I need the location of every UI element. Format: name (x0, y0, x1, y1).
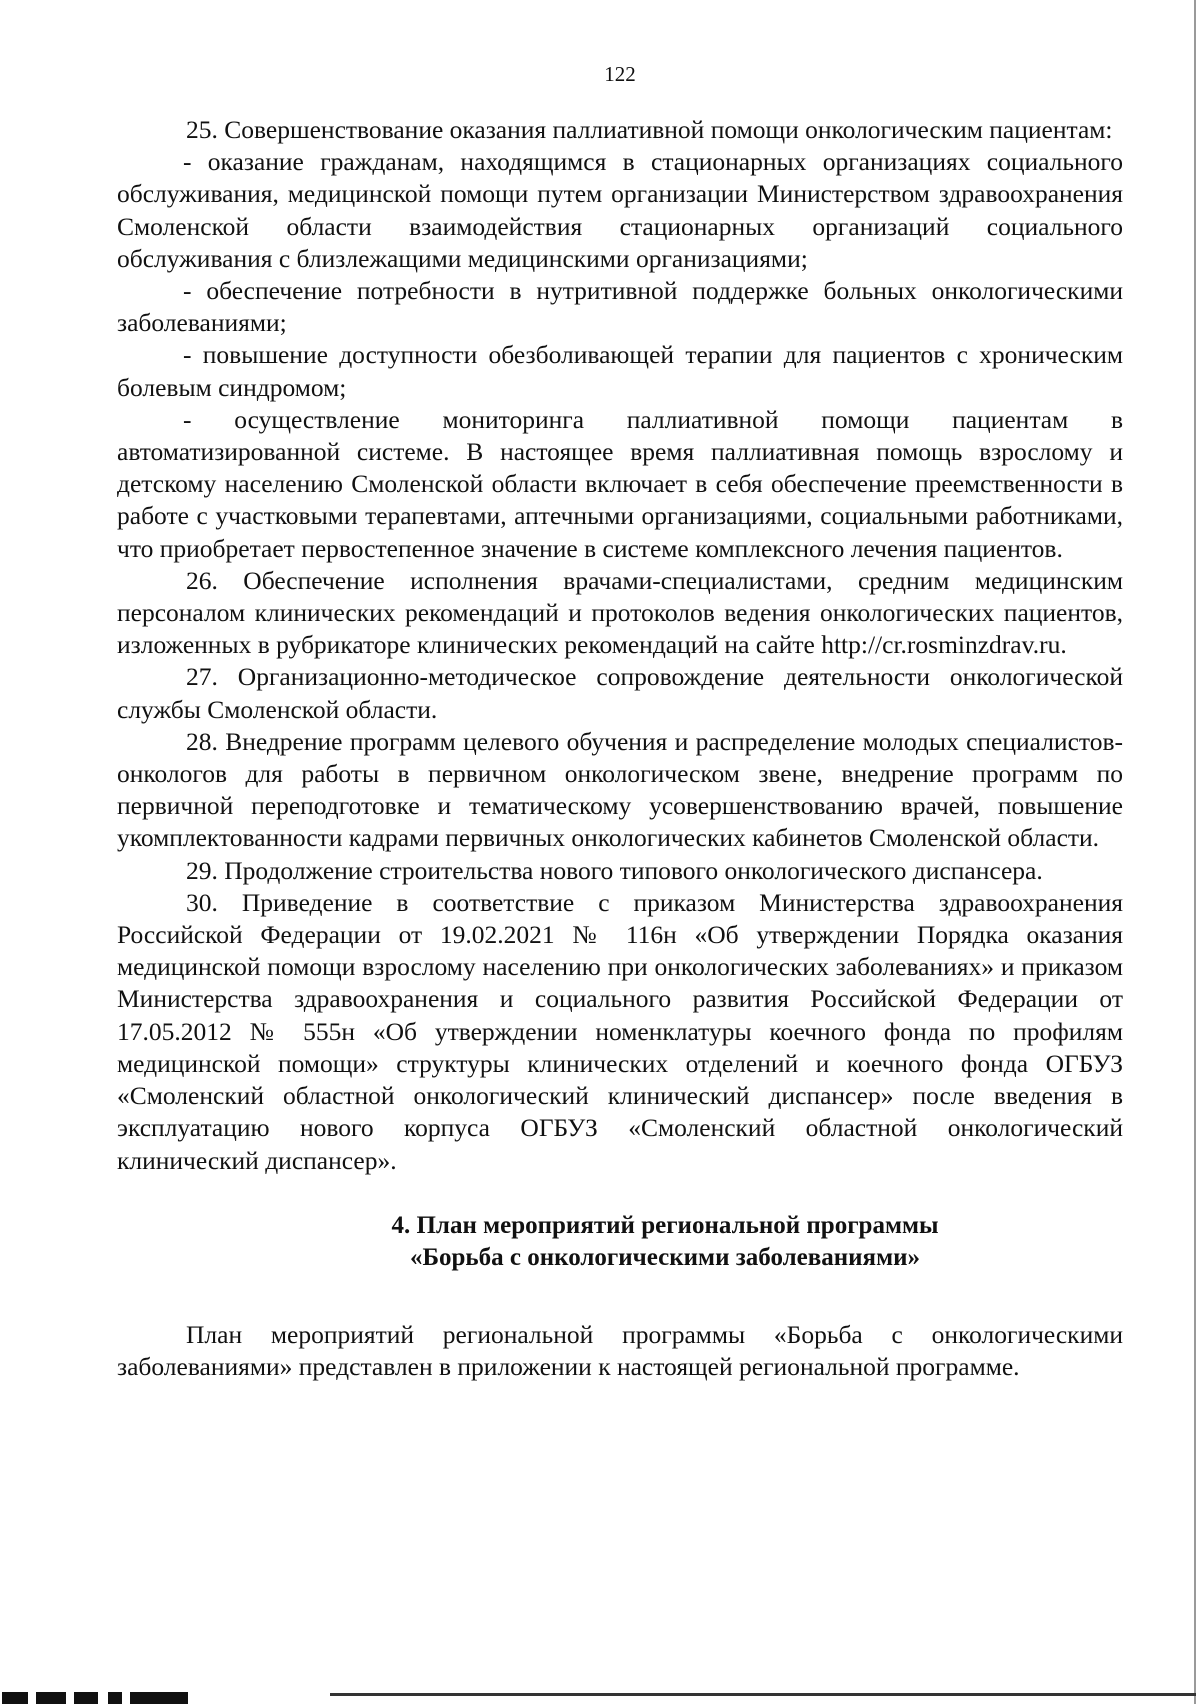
scan-bottom-rule (330, 1693, 1196, 1696)
paragraph-item-26: 26. Обеспечение исполнения врачами-специалистами, средним медицинским персоналом клинических рекомендаций и протоколов ведения онкологических пациентов, изложенных в рубрикаторе клинических рекомендаций на сайте http://cr.rosminzdrav.ru. (117, 565, 1123, 660)
scan-bottom-marks (0, 1688, 210, 1704)
section-heading (117, 1210, 1123, 1274)
section-heading-line-1: 4. План мероприятий региональной программы (391, 1211, 939, 1239)
paragraph-item-29: 29. Продолжение строительства нового типового онкологического диспансера. (186, 855, 1043, 885)
paragraph-item-27: 27. Организационно-методическое сопровождение деятельности онкологической службы Смоленской области. (117, 662, 1123, 724)
document-body (117, 114, 1123, 1383)
paragraph-item-30: 30. Приведение в соответствие с приказом Министерства здравоохранения Российской Федерации от 19.02.2021 № 116н «Об утверждении Порядка оказания медицинской помощи взрослому населению при онкологических заболеваниях» и приказом Министерства здравоохранения и социального развития Российской Федерации от 17.05.2012 № 555н «Об утверждении номенклатуры коечного фонда по профилям медицинской помощи» структуры клинических отделений и коечного фонда ОГБУЗ «Смоленский областной онкологический клинический диспансер» после введения в эксплуатацию нового корпуса ОГБУЗ «Смоленский областной онкологический клинический диспансер». (117, 887, 1123, 1175)
scan-edge-line (1194, 0, 1196, 1704)
paragraph-bullet-nutrition: - обеспечение потребности в нутритивной поддержке больных онкологическими заболеваниями; (117, 276, 1123, 338)
paragraph-bullet-pain-therapy: - повышение доступности обезболивающей терапии для пациентов с хроническим болевым синдромом; (117, 340, 1123, 402)
paragraph-item-25: 25. Совершенствование оказания паллиативной помощи онкологическим пациентам: (186, 115, 1113, 144)
section-heading-line-2: «Борьба с онкологическими заболеваниями» (409, 1243, 921, 1271)
paragraph-bullet-monitoring: - осуществление мониторинга паллиативной помощи пациентам в автоматизированной системе. В настоящее время паллиативная помощь взрослому и детскому населению Смоленской области включает в себя обеспечение преемственности в работе с участковыми терапевтами, аптечными организациями, социальными работниками, что приобретает первостепенное значение в системе комплексного лечения пациентов. (117, 404, 1123, 563)
paragraph-item-28: 28. Внедрение программ целевого обучения и распределение молодых специалистов-онкологов для работы в первичном онкологическом звене, внедрение программ по первичной переподготовке и тематическому усовершенствованию врачей, повышение укомплектованности кадрами первичных онкологических кабинетов Смоленской области. (117, 726, 1123, 853)
section-paragraph: План мероприятий региональной программы «Борьба с онкологическими заболеваниями» представлен в приложении к настоящей региональной программе. (117, 1319, 1123, 1381)
page-number: 122 (604, 62, 636, 86)
paragraph-bullet-social-care: - оказание гражданам, находящимся в стационарных организациях социального обслуживания, медицинской помощи путем организации Министерством здравоохранения Смоленской области взаимодействия стационарных организаций социального обслуживания с близлежащими медицинскими организациями; (117, 147, 1123, 273)
